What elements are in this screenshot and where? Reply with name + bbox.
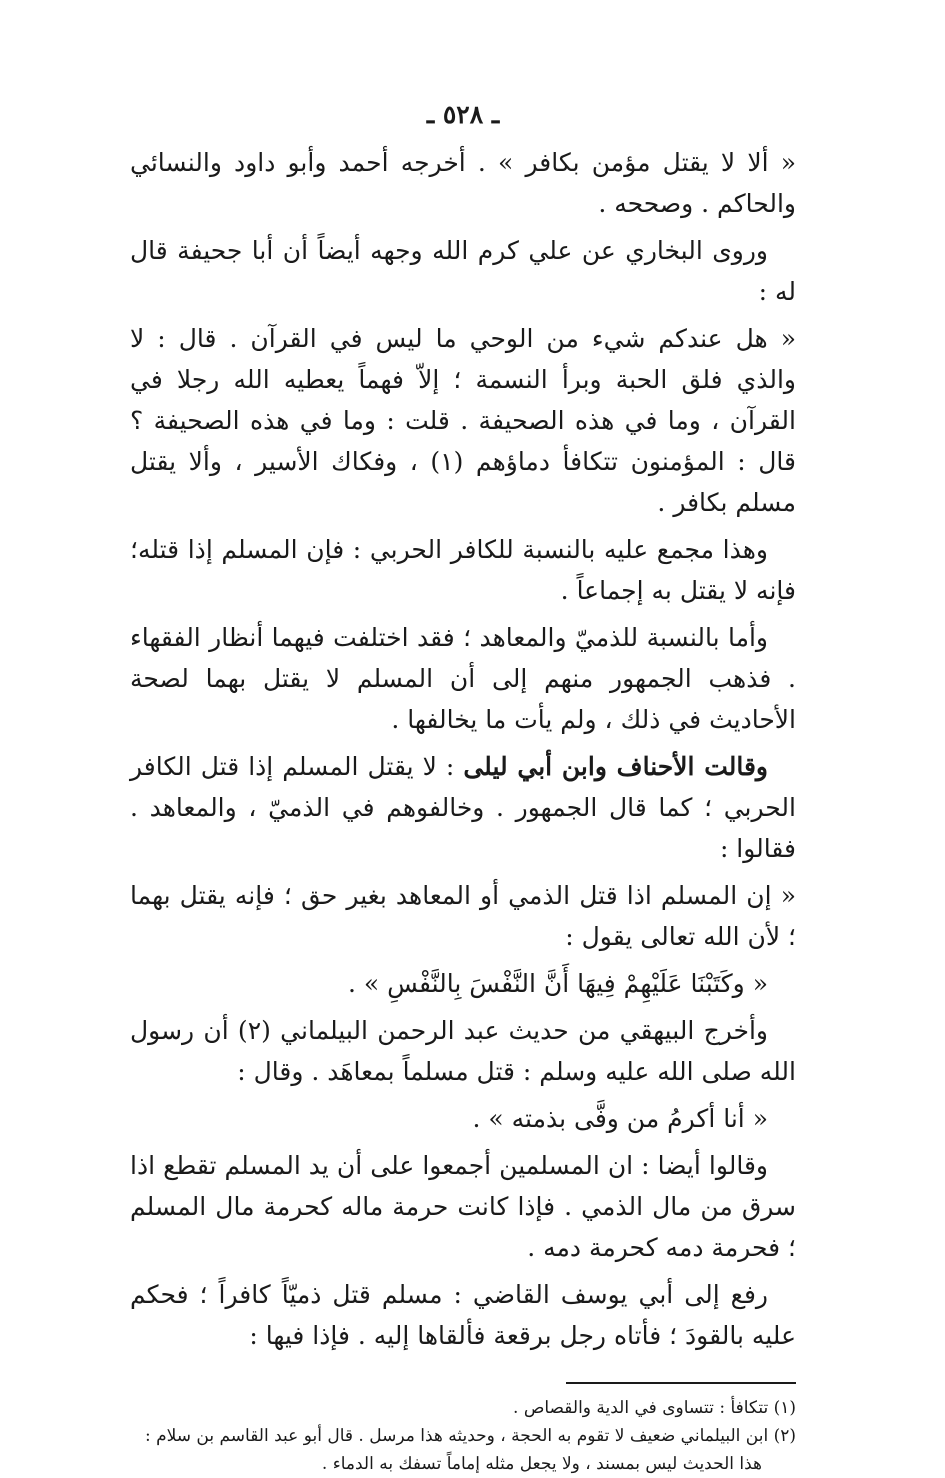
footnotes (130, 1394, 796, 1478)
paragraph-harbi-consensus: وهذا مجمع عليه بالنسبة للكافر الحربي : فإن المسلم إذا قتله؛ فإنه لا يقتل به إجماعاً . (130, 535, 796, 605)
ahnaf-rest: : لا يقتل المسلم إذا قتل الكافر الحربي ؛ كما قال الجمهور . وخالفوهم في الذميّ ، والمعاهد . فقالوا : (130, 752, 796, 863)
paragraph-hadith-kafir: « ألا لا يقتل مؤمن بكافر » . أخرجه أحمد وأبو داود والنسائي والحاكم . وصححه . (130, 148, 796, 218)
document-page (130, 90, 796, 1474)
page-number: ـ ٥٢٨ ـ (426, 100, 500, 129)
paragraph-bayhaqi: وأخرج البيهقي من حديث عبد الرحمن البيلماني (٢) أن رسول الله صلى الله عليه وسلم : قتل مسلماً بمعاهَد . وقال : (130, 1016, 796, 1086)
footnote-2: (٢) ابن البيلماني ضعيف لا تقوم به الحجة ، وحديثه هذا مرسل . قال أبو عبد القاسم بن سلام : (144, 1426, 796, 1446)
quran-verse: « وكَتَبْنَا عَلَيْهِمْ فِيهَا أَنَّ النَّفْسَ بِالنَّفْسِ » . (347, 969, 768, 998)
paragraph-abu-yusuf: رفع إلى أبي يوسف القاضي : مسلم قتل ذميّاً كافراً ؛ فحكم عليه بالقودَ ؛ فأتاه رجل برقعة فألقاها إليه . فإذا فيها : (130, 1280, 796, 1350)
paragraph-sahifa-hadith: « هل عندكم شيء من الوحي ما ليس في القرآن . قال : لا والذي فلق الحبة وبرأ النسمة ؛ إلاّ فهماً يعطيه الله رجلا في القرآن ، وما في هذه الصحيفة . قلت : وما في هذه الصحيفة ؟ قال : المؤمنون تتكافأ دماؤهم (١) ، وفكاك الأسير ، وألا يقتل مسلم بكافر . (130, 324, 796, 517)
footnote-1: (١) تتكافأ : تتساوى في الدية والقصاص . (513, 1398, 796, 1418)
ahnaf-lead: وقالت الأحناف وابن أبي ليلى (463, 752, 768, 781)
footnote-separator (130, 1362, 796, 1394)
hadith-quote-dhimma: « أنا أكرمُ من وفَّى بذمته » . (472, 1104, 768, 1133)
paragraph-ahnaf-quote: « إن المسلم اذا قتل الذمي أو المعاهد بغير حق ؛ فإنه يقتل بهما ؛ لأن الله تعالى يقول : (130, 881, 796, 951)
paragraph-bukhari-intro: وروى البخاري عن علي كرم الله وجهه أيضاً أن أبا جحيفة قال له : (130, 236, 796, 306)
paragraph-dhimmi-dispute: وأما بالنسبة للذميّ والمعاهد ؛ فقد اختلفت فيهما أنظار الفقهاء . فذهب الجمهور منهم إلى أن المسلم لا يقتل بهما لصحة الأحاديث في ذلك ، ولم يأت ما يخالفها . (130, 623, 796, 734)
footnote-2-continuation: هذا الحديث ليس بمسند ، ولا يجعل مثله إماماً تسفك به الدماء . (321, 1454, 762, 1474)
main-text (130, 142, 796, 1356)
paragraph-ahnaf-view (130, 746, 796, 869)
paragraph-theft-argument: وقالوا أيضا : ان المسلمين أجمعوا على أن يد المسلم تقطع اذا سرق من مال الذمي . فإذا كانت حرمة ماله كحرمة مال المسلم ؛ فحرمة دمه كحرمة دمه . (130, 1151, 796, 1262)
